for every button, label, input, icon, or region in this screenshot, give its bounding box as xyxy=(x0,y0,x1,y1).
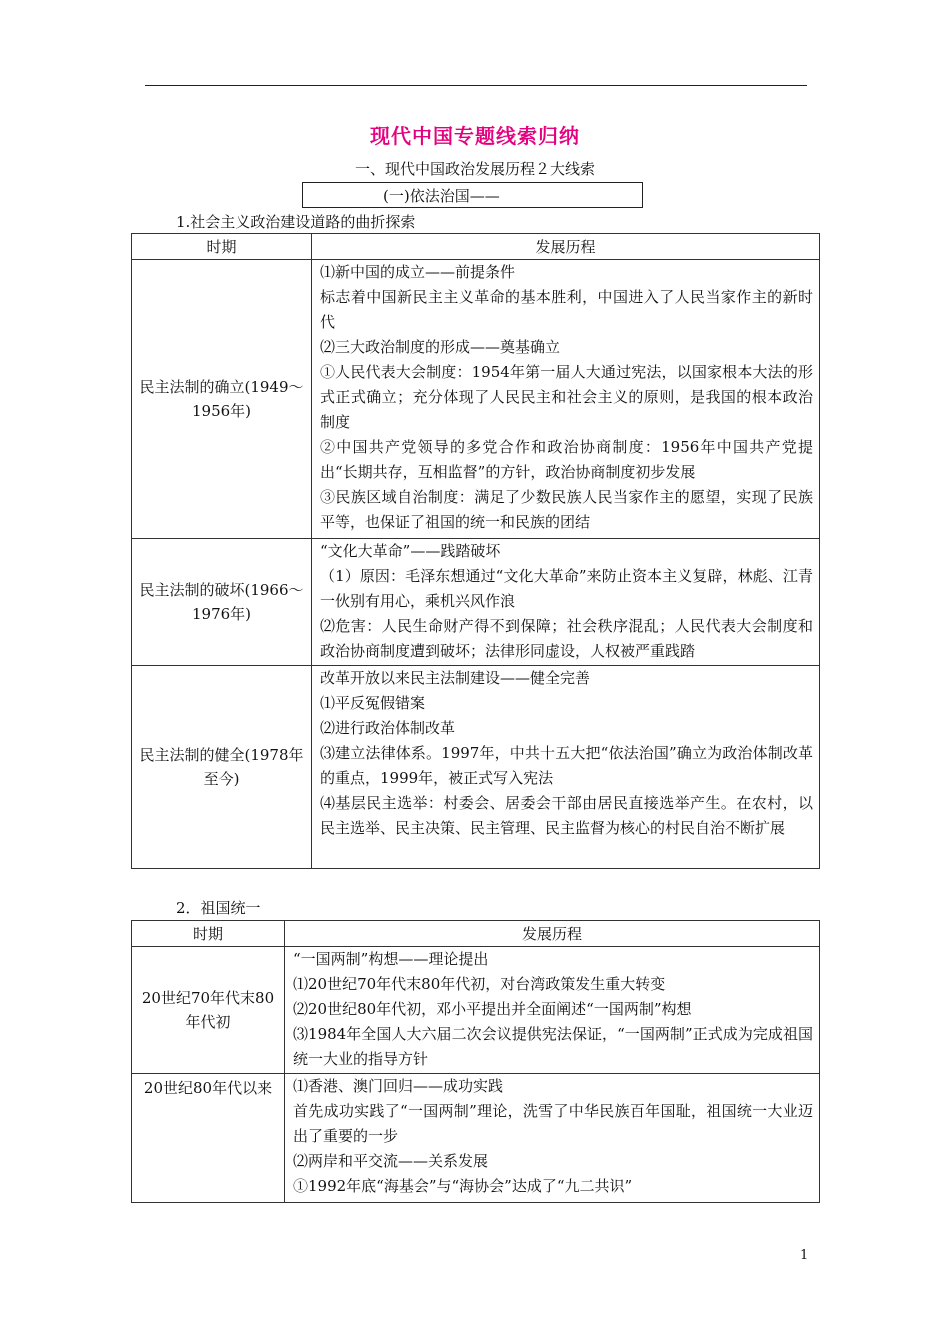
progress-line: 首先成功实践了“一国两制”理论，洗雪了中华民族百年国耻，祖国统一大业迈出了重要的一步 xyxy=(293,1102,813,1145)
progress-cell xyxy=(312,666,820,869)
progress-line: 改革开放以来民主法制建设——健全完善 xyxy=(320,669,591,687)
progress-cell xyxy=(312,260,820,539)
progress-line: “一国两制”构想——理论提出 xyxy=(293,950,489,968)
table-row xyxy=(132,666,820,869)
progress-line: ⑶1984年全国人大六届二次会议提供宪法保证，“一国两制”正式成为完成祖国统一大业的指导方针 xyxy=(293,1025,813,1068)
table-row xyxy=(132,1074,820,1203)
section2-heading: 2．祖国统一 xyxy=(176,899,261,917)
period-cell: 20世纪80年代以来 xyxy=(132,1074,285,1203)
col-header-period: 时期 xyxy=(132,234,312,260)
progress-line: 标志着中国新民主主义革命的基本胜利，中国进入了人民当家作主的新时代 xyxy=(320,288,813,331)
progress-cell xyxy=(285,1074,820,1203)
progress-line: ③民族区域自治制度：满足了少数民族人民当家作主的愿望，实现了民族平等，也保证了祖国的统一和民族的团结 xyxy=(320,488,813,531)
progress-line: ②中国共产党领导的多党合作和政治协商制度：1956年中国共产党提出“长期共存，互相监督”的方针，政治协商制度初步发展 xyxy=(320,438,813,481)
section-subtitle: 一、现代中国政治发展历程２大线索 xyxy=(354,160,595,178)
progress-line: （1）原因：毛泽东想通过“文化大革命”来防止资本主义复辟，林彪、江青一伙别有用心，乘机兴风作浪 xyxy=(320,567,813,610)
progress-line: ⑵三大政治制度的形成——奠基确立 xyxy=(320,338,561,356)
col-header-progress: 发展历程 xyxy=(312,234,820,260)
progress-line: ⑴20世纪70年代末80年代初，对台湾政策发生重大转变 xyxy=(293,975,666,993)
progress-cell xyxy=(285,947,820,1074)
progress-line: ⑵20世纪80年代初，邓小平提出并全面阐述“一国两制”构想 xyxy=(293,1000,692,1018)
table-header-row xyxy=(132,921,820,947)
progress-line: ⑵两岸和平交流——关系发展 xyxy=(293,1152,489,1170)
page-number: 1 xyxy=(800,1248,809,1263)
progress-line: ⑴新中国的成立——前提条件 xyxy=(320,263,516,281)
progress-line: ①1992年底“海基会”与“海协会”达成了“九二共识” xyxy=(293,1177,633,1195)
progress-line: ⑵危害：人民生命财产得不到保障；社会秩序混乱；人民代表大会制度和政治协商制度遭到破坏；法律形同虚设，人权被严重践踏 xyxy=(320,617,813,660)
progress-line: ⑷基层民主选举：村委会、居委会干部由居民直接选举产生。在农村，以民主选举、民主决策、民主管理、民主监督为核心的村民自治不断扩展 xyxy=(320,794,813,837)
progress-line: ⑴香港、澳门回归——成功实践 xyxy=(293,1077,504,1095)
boxed-heading-text: (一)依法治国—— xyxy=(383,187,500,205)
period-cell: 民主法制的确立(1949～1956年) xyxy=(132,260,312,539)
period-cell: 20世纪70年代末80年代初 xyxy=(132,947,285,1074)
progress-cell xyxy=(312,539,820,666)
col-header-period: 时期 xyxy=(132,921,285,947)
table-row xyxy=(132,947,820,1074)
table-row xyxy=(132,260,820,539)
period-cell: 民主法制的破坏(1966～1976年) xyxy=(132,539,312,666)
col-header-progress: 发展历程 xyxy=(285,921,820,947)
boxed-heading xyxy=(302,182,643,208)
progress-line: ⑶建立法律体系。1997年，中共十五大把“依法治国”确立为政治体制改革的重点，1999年，被正式写入宪法 xyxy=(320,744,813,787)
progress-line: ⑴平反冤假错案 xyxy=(320,694,426,712)
period-cell: 民主法制的健全(1978年至今) xyxy=(132,666,312,869)
page-title: 现代中国专题线索归纳 xyxy=(370,124,580,148)
section1-heading: 1.社会主义政治建设道路的曲折探索 xyxy=(176,213,416,231)
header-rule xyxy=(145,85,807,86)
table-header-row xyxy=(132,234,820,260)
progress-line: “文化大革命”——践踏破坏 xyxy=(320,542,501,560)
progress-line: ⑵进行政治体制改革 xyxy=(320,719,456,737)
table-political-construction xyxy=(131,233,820,869)
progress-line: ①人民代表大会制度：1954年第一届人大通过宪法，以国家根本大法的形式正式确立；充分体现了人民民主和社会主义的原则，是我国的根本政治制度 xyxy=(320,363,813,431)
table-row xyxy=(132,539,820,666)
table-reunification xyxy=(131,920,820,1203)
